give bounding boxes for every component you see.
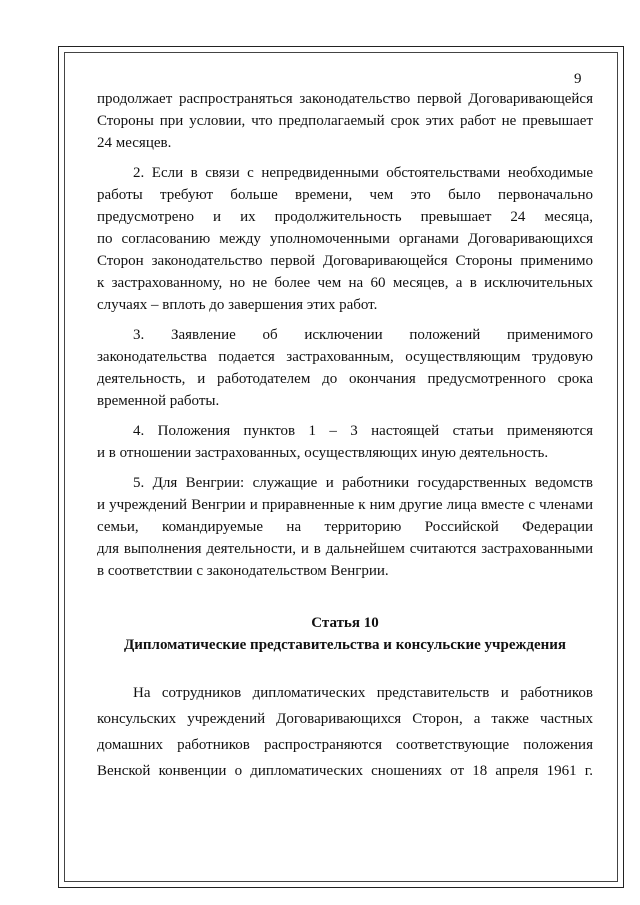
text-line: и учреждений Венгрии и приравненные к ним другие лица вместе с членами	[97, 497, 593, 513]
text-line: для выполнения деятельности, и в дальнейшем считаются застрахованными	[97, 541, 593, 557]
text-line: предусмотрено и их продолжительность превышает 24 месяца,	[97, 209, 593, 225]
text-line: и в отношении застрахованных, осуществляющих иную деятельность.	[97, 445, 549, 461]
text-line: работы требуют больше времени, чем это было первоначально	[97, 187, 593, 203]
document-body	[97, 88, 593, 782]
article-paragraph-line: На сотрудников дипломатических представительств и работников	[133, 685, 593, 701]
text-line: по согласованию между уполномоченными органами Договаривающихся	[97, 231, 593, 247]
paragraph-4-line: 4. Положения пунктов 1 – 3 настоящей статьи применяются	[133, 423, 593, 439]
text-line: семьи, командируемые на территорию Российской Федерации	[97, 519, 593, 535]
paragraph-3-line: 3. Заявление об исключении положений применимого	[133, 327, 593, 343]
text-line: консульских учреждений Договаривающихся Сторон, а также частных	[97, 711, 593, 727]
paragraph-5-line: 5. Для Венгрии: служащие и работники государственных ведомств	[133, 475, 593, 491]
text-line: Стороны при условии, что предполагаемый срок этих работ не превышает	[97, 113, 593, 129]
text-line: к застрахованному, но не более чем на 60 месяцев, а в исключительных	[97, 275, 593, 291]
text-line: Сторон законодательство первой Договаривающейся Стороны применимо	[97, 253, 593, 269]
text-line: домашних работников распространяются соответствующие положения	[97, 737, 593, 753]
article-subtitle: Дипломатические представительства и консульские учреждения	[123, 637, 567, 653]
text-line: временной работы.	[97, 393, 220, 409]
page-number: 9	[574, 71, 582, 87]
text-line: 24 месяцев.	[97, 135, 172, 151]
text-line: Венской конвенции о дипломатических сношениях от 18 апреля 1961 г.	[97, 763, 593, 779]
text-line: в соответствии с законодательством Венгрии.	[97, 563, 389, 579]
paragraph-2-line: 2. Если в связи с непредвиденными обстоятельствами необходимые	[133, 165, 593, 181]
text-line: законодательства подается застрахованным, осуществляющим трудовую	[97, 349, 593, 365]
text-line: продолжает распространяться законодательство первой Договаривающейся	[97, 91, 593, 107]
text-line: деятельность, и работодателем до окончания предусмотренного срока	[97, 371, 593, 387]
text-line: случаях – вплоть до завершения этих работ.	[97, 297, 378, 313]
article-title: Статья 10	[311, 615, 379, 631]
